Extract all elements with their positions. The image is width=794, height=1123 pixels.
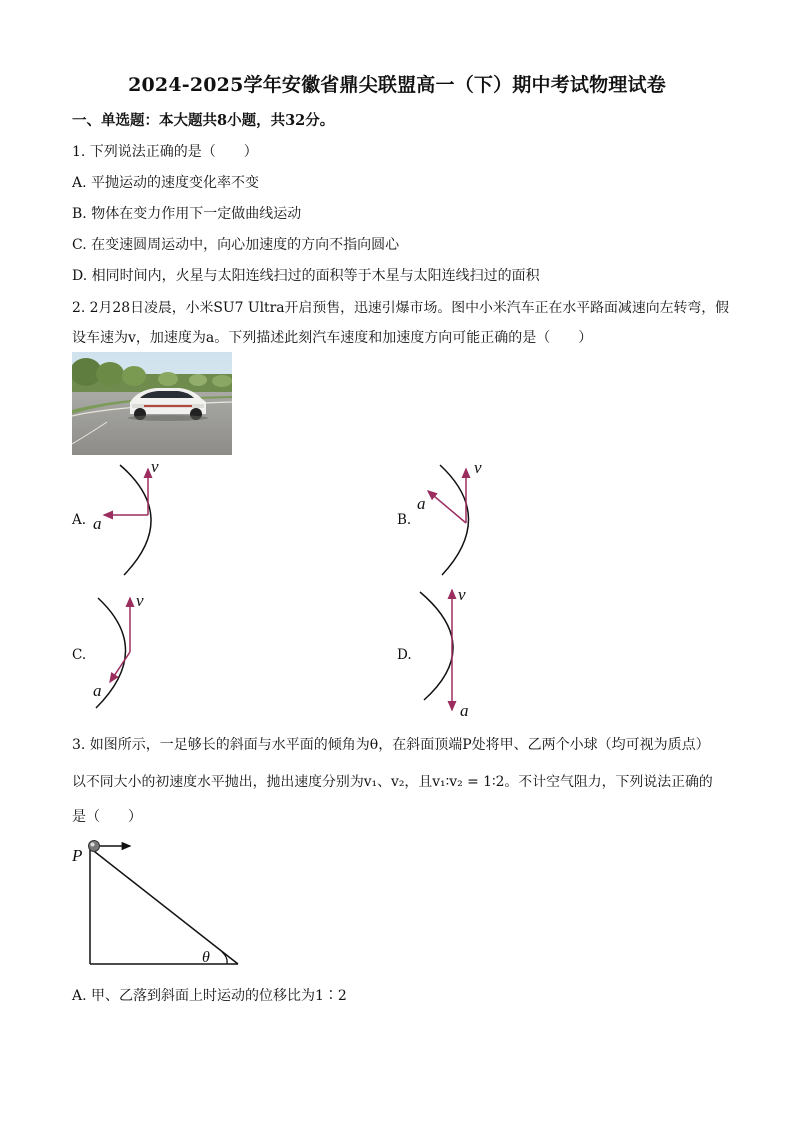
q2-diagram-a <box>88 457 178 579</box>
q2-diagram-c <box>88 588 178 712</box>
label-v: v <box>136 591 144 610</box>
label-a: a <box>460 701 469 720</box>
q3-option-a: A. 甲、乙落到斜面上时运动的位移比为1∶2 <box>72 988 347 1004</box>
q2-diagram-d <box>412 584 502 720</box>
label-v: v <box>474 458 482 477</box>
angle-arc <box>222 952 227 964</box>
q1-option-d: D. 相同时间内，火星与太阳连线扫过的面积等于木星与太阳连线扫过的面积 <box>72 268 540 284</box>
car-photo <box>72 352 232 455</box>
label-v: v <box>458 585 466 604</box>
incline-line <box>90 848 238 964</box>
q2-stem-line1: 2. 2月28日凌晨，小米SU7 Ultra开启预售，迅速引爆市场。图中小米汽车正在水平路面减速向左转弯，假 <box>72 300 730 316</box>
q2-diagram-b <box>412 457 502 579</box>
trajectory-curve <box>440 465 469 575</box>
acceleration-arrow <box>110 652 130 682</box>
ball <box>89 841 100 852</box>
trajectory-curve <box>120 465 151 575</box>
label-v: v <box>151 457 159 476</box>
section-heading: 一、单选题：本大题共8小题，共32分。 <box>72 112 335 129</box>
ball-highlight <box>91 843 95 847</box>
page-title: 2024-2025学年安徽省鼎尖联盟高一（下）期中考试物理试卷 <box>128 74 666 96</box>
q1-stem: 1. 下列说法正确的是（ ） <box>72 144 258 160</box>
label-a: a <box>93 681 102 700</box>
q3-stem-line2: 以不同大小的初速度水平抛出，抛出速度分别为v₁、v₂，且v₁∶v₂ = 1∶2。不计空气阻力，下列说法正确的 <box>72 774 713 790</box>
label-theta: θ <box>202 949 210 966</box>
q1-option-c: C. 在变速圆周运动中，向心加速度的方向不指向圆心 <box>72 237 400 253</box>
q2-stem-line2: 设车速为v，加速度为a。下列描述此刻汽车速度和加速度方向可能正确的是（ ） <box>72 330 593 346</box>
q2-option-d: D. <box>397 647 412 663</box>
trajectory-curve <box>420 592 453 700</box>
q2-option-a: A. <box>72 512 87 528</box>
q1-option-b: B. 物体在变力作用下一定做曲线运动 <box>72 206 302 222</box>
q3-stem-line1: 3. 如图所示，一足够长的斜面与水平面的倾角为θ，在斜面顶端P处将甲、乙两个小球（均可视为质点） <box>72 737 710 753</box>
label-a: a <box>417 494 426 513</box>
q1-option-a: A. 平抛运动的速度变化率不变 <box>72 175 260 191</box>
q3-stem-line3: 是（ ） <box>72 809 142 825</box>
q2-option-b: B. <box>397 512 412 528</box>
label-a: a <box>93 514 102 533</box>
q2-option-c: C. <box>72 647 87 663</box>
acceleration-arrow <box>428 491 466 523</box>
label-p: P <box>72 846 83 865</box>
q3-incline-diagram <box>70 836 245 970</box>
